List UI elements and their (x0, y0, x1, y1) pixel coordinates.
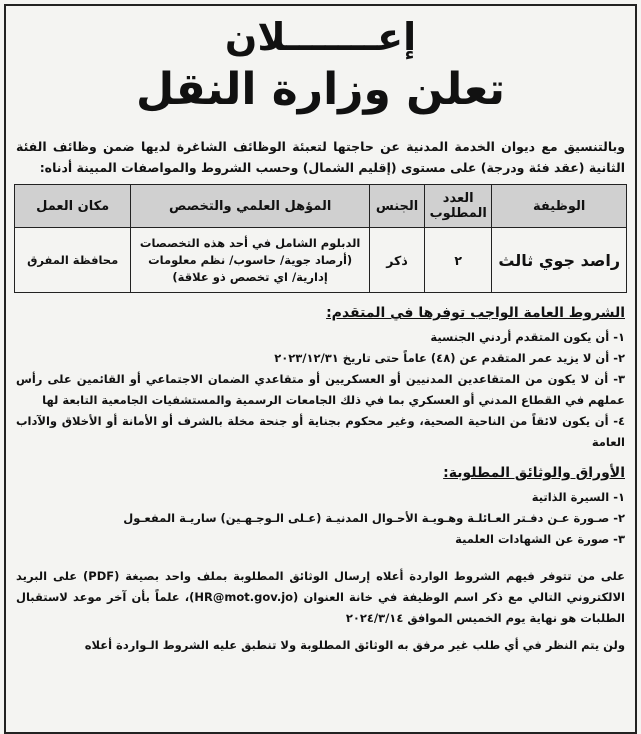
condition-item: ٢- أن لا يزيد عمر المتقدم عن (٤٨) عاماً حتى تاريخ ٢٠٢٣/١٢/٣١ (274, 351, 625, 365)
vacancy-table (14, 184, 627, 293)
ministry-headline: تعلن وزارة النقل (135, 64, 506, 115)
submission-text-3: ، علماً بأن آخر موعد لاستقبال الطلبات هو نهاية يوم الخميس الموافق ٢٠٢٤/٣/١٤ (16, 590, 625, 625)
document-item: ٢- صـورة عـن دفـتر العـائلـة وهـويـة الأحـوال المدنيـة (عـلى الـوجـهـين) ساريـة المفعـول (123, 511, 625, 525)
cell-qualification: الدبلوم الشامل في أحد هذه التخصصات (أرصاد جوية/ حاسوب/ نظم معلومات إدارية/ اي تخصص ذو علاقة) (131, 228, 370, 293)
conditions-heading: الشروط العامة الواجب توفرها في المتقدم: (326, 305, 625, 321)
header-location: مكان العمل (15, 185, 131, 228)
header-job: الوظيفة (492, 185, 627, 228)
submission-text-2: على البريد الالكتروني التالي مع ذكر اسم الوظيفة في خانة العنوان (16, 569, 625, 604)
header-gender: الجنس (369, 185, 424, 228)
document-item: ١- السيرة الذاتية (531, 490, 625, 504)
documents-heading: الأوراق والوثائق المطلوبة: (443, 465, 625, 481)
condition-item: ٤- أن يكون لائقاً من الناحية الصحية، وغير محكوم بجناية أو جنحة مخلة بالشرف أو الأمانة أو الأخلاق والآداب العامة (16, 414, 625, 449)
submission-paragraph (16, 566, 625, 629)
header-qualification: المؤهل العلمي والتخصص (131, 185, 370, 228)
note-paragraph: ولن يتم النظر في أي طلب غير مرفق به الوثائق المطلوبة ولا تنطبق عليه الشروط الـواردة أعلاه (84, 638, 625, 652)
cell-job: راصد جوي ثالث (492, 228, 627, 293)
table-row (15, 228, 627, 293)
file-format: (PDF) (83, 569, 120, 583)
email-address[interactable]: (HR@mot.gov.jo) (189, 590, 299, 604)
cell-gender: ذكر (369, 228, 424, 293)
intro-paragraph: وبالتنسيق مع ديوان الخدمة المدنية عن حاجتها لتعبئة الوظائف الشاغرة لديها ضمن وظائف الفئة الثانية (عقد فئة ودرجة) على مستوى (إقليم الشمال) وحسب الشروط والمواصفات المبينة أدناه: (16, 139, 625, 175)
table-header-row (15, 185, 627, 228)
cell-count: ٢ (425, 228, 492, 293)
header-count: العدد المطلوب (425, 185, 492, 228)
condition-item: ١- أن يكون المتقدم أردني الجنسية (430, 330, 625, 344)
submission-text-1: على من تتوفر فيهم الشروط الواردة أعلاه إرسال الوثائق المطلوبة بملف واحد بصيغة (125, 569, 626, 583)
announcement-title: إعـــــــلان (224, 15, 417, 59)
document-item: ٣- صورة عن الشهادات العلمية (455, 532, 625, 546)
cell-location: محافظة المفرق (15, 228, 131, 293)
condition-item: ٣- أن لا يكون من المتقاعدين المدنيين أو العسكريين أو متقاعدي الضمان الاجتماعي أو القائمين على رأس عملهم في القطاع المدني أو العسكري بما في ذلك الجامعات الرسمية والمستشفيات الجامعية التابعة لها (16, 372, 625, 407)
